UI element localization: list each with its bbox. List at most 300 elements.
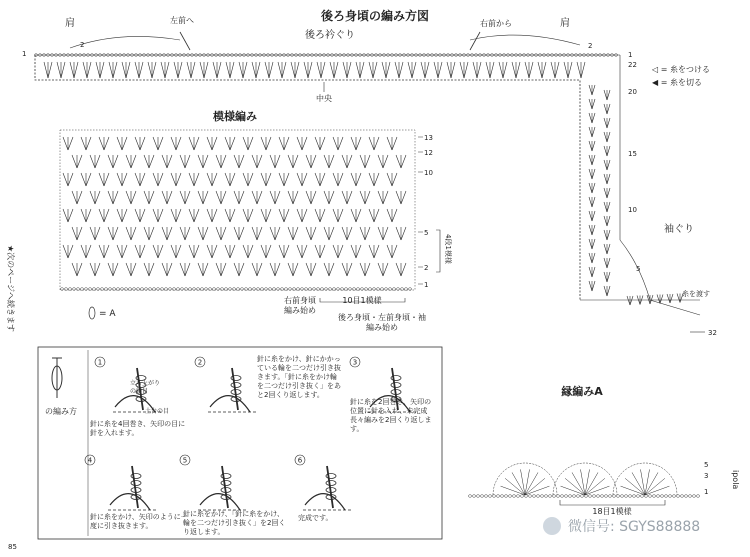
- pattern-stitch-l: [63, 209, 68, 222]
- armhole-stitch-r: [607, 202, 610, 212]
- pattern-stitch-l: [171, 137, 176, 150]
- pattern-stitch-l: [333, 209, 338, 222]
- body-outline: [35, 55, 580, 300]
- left-front-arrow: [180, 32, 190, 50]
- step5-text-box: [183, 510, 288, 538]
- pattern-chain-stitch: [248, 288, 251, 291]
- step1-label-a: 立ち上がり: [130, 380, 161, 387]
- pattern-stitch-r: [356, 137, 361, 150]
- pattern-stitch-r: [104, 137, 109, 150]
- back-stitch-l: [473, 62, 477, 78]
- pattern-stitch-r: [212, 209, 217, 222]
- back-stitch-l: [226, 62, 230, 78]
- pattern-stitch-r: [221, 155, 226, 168]
- pattern-chain-stitch: [236, 288, 239, 291]
- neckline-label: 後ろ衿ぐり: [305, 30, 355, 41]
- pattern-stitch-r: [401, 155, 406, 168]
- pattern-stitch-r: [329, 155, 334, 168]
- back-stitch-r: [516, 62, 520, 78]
- pattern-stitch-l: [387, 209, 392, 222]
- back-stitch-r: [555, 62, 559, 78]
- pattern-stitch-l: [387, 137, 392, 150]
- pattern-stitch-l: [342, 155, 347, 168]
- pattern-chain-stitch: [68, 288, 71, 291]
- back-stitch-r: [178, 62, 182, 78]
- pattern-stitch-r: [113, 227, 118, 240]
- edging-chain-stitch: [660, 495, 663, 498]
- back-stitch-l: [265, 62, 269, 78]
- pattern-stitch-l: [378, 227, 383, 240]
- armhole-label: 袖ぐり: [664, 224, 694, 235]
- armhole-stitch-l: [589, 169, 592, 179]
- pattern-stitch-r: [329, 227, 334, 240]
- armhole-stitch-r: [670, 294, 673, 303]
- pattern-stitch-r: [68, 173, 73, 186]
- armhole-stitch-l: [604, 230, 607, 240]
- pattern-stitch-r: [293, 227, 298, 240]
- back-stitch-r: [217, 62, 221, 78]
- back-stitch-l: [122, 62, 126, 78]
- edging-chain-stitch: [512, 495, 515, 498]
- pattern-chain-stitch: [224, 288, 227, 291]
- armhole-stitch-r: [630, 296, 633, 305]
- edging-chain-stitch: [596, 495, 599, 498]
- back-stitch-l: [83, 62, 87, 78]
- back-stitch-l: [577, 62, 581, 78]
- pattern-stitch-r: [248, 173, 253, 186]
- edging-chain-stitch: [600, 495, 603, 498]
- pattern-stitch-l: [333, 137, 338, 150]
- pattern-stitch-l: [207, 173, 212, 186]
- row-number-32: 32: [708, 329, 717, 337]
- pattern-stitch-l: [162, 227, 167, 240]
- pattern-stitch-l: [333, 173, 338, 186]
- edging-spoke: [585, 486, 609, 495]
- pattern-stitch-r: [347, 263, 352, 276]
- armhole-stitch-r: [607, 174, 610, 184]
- pattern-stitch-l: [90, 191, 95, 204]
- row-repeat-label: 4段1模様: [444, 234, 452, 264]
- pattern-chain-stitch: [128, 288, 131, 291]
- pattern-stitch-r: [374, 209, 379, 222]
- edging-chain-stitch: [568, 495, 571, 498]
- armhole-stitch-r: [607, 188, 610, 198]
- pattern-stitch-r: [329, 263, 334, 276]
- edging-spoke: [625, 478, 645, 495]
- pattern-stitch-l: [72, 263, 77, 276]
- pattern-stitch-l: [144, 191, 149, 204]
- pattern-stitch-l: [171, 209, 176, 222]
- pattern-stitch-l: [306, 191, 311, 204]
- pattern-stitch-r: [203, 227, 208, 240]
- back-stitch-l: [278, 62, 282, 78]
- legend-cut: ◀ = 糸を切る: [652, 78, 702, 87]
- pattern-stitch-l: [117, 209, 122, 222]
- pattern-stitch-r: [320, 137, 325, 150]
- back-stitch-l: [382, 62, 386, 78]
- pattern-stitch-l: [171, 173, 176, 186]
- row-number-1: 1: [628, 51, 633, 59]
- pattern-stitch-l: [81, 245, 86, 258]
- start-right-front-label: 右前身頃: [284, 296, 316, 305]
- pattern-stitch-r: [149, 227, 154, 240]
- pattern-row-12: 12: [424, 149, 433, 157]
- pattern-stitch-l: [378, 155, 383, 168]
- pattern-stitch-r: [320, 173, 325, 186]
- pattern-stitch-l: [351, 245, 356, 258]
- step-number: 5: [182, 456, 188, 465]
- edging-arc: [493, 463, 557, 495]
- pattern-stitch-l: [306, 263, 311, 276]
- back-stitch-l: [525, 62, 529, 78]
- back-stitch-l: [512, 62, 516, 78]
- edging-repeat-bracket: [560, 500, 665, 505]
- edging-fans: [493, 463, 677, 495]
- edging-chain-stitch: [480, 495, 483, 498]
- armhole-stitch-l: [589, 183, 592, 193]
- pattern-stitch-r: [392, 245, 397, 258]
- pattern-chain-stitch: [152, 288, 155, 291]
- pattern-row-13: 13: [424, 134, 433, 142]
- edging-chain-stitch: [572, 495, 575, 498]
- step2-text-box: [257, 355, 342, 425]
- pattern-stitch-l: [279, 137, 284, 150]
- edging-spoke: [645, 486, 669, 495]
- pattern-stitch-r: [383, 191, 388, 204]
- armhole-stitch-r: [607, 118, 610, 128]
- back-stitch-r: [191, 62, 195, 78]
- pattern-stitch-l: [99, 245, 104, 258]
- back-stitch-l: [200, 62, 204, 78]
- back-stitch-r: [490, 62, 494, 78]
- pattern-stitch-r: [383, 155, 388, 168]
- right-shoulder-curve: [470, 35, 580, 45]
- armhole-stitch-r: [592, 141, 595, 151]
- edging-chain-stitch: [648, 495, 651, 498]
- back-stitch-l: [174, 62, 178, 78]
- pattern-stitch-l: [216, 227, 221, 240]
- pattern-stitch-l: [270, 227, 275, 240]
- edging-chain-stitch: [496, 495, 499, 498]
- armhole-stitch-l: [604, 146, 607, 156]
- edging-chain-stitch: [684, 495, 687, 498]
- pattern-stitch-r: [329, 191, 334, 204]
- pattern-stitch-l: [189, 245, 194, 258]
- left-mark-2: 2: [80, 41, 85, 49]
- pattern-stitch-l: [162, 263, 167, 276]
- howto-box: [38, 347, 442, 539]
- pattern-stitch-l: [288, 263, 293, 276]
- pattern-stitch-r: [320, 209, 325, 222]
- armhole-stitch-l: [604, 188, 607, 198]
- pattern-stitch-l: [324, 263, 329, 276]
- pattern-stitch-r: [311, 155, 316, 168]
- row-number-22: 22: [628, 61, 637, 69]
- edging-chain-stitch: [536, 495, 539, 498]
- pattern-stitch-l: [243, 173, 248, 186]
- pattern-stitch-r: [104, 245, 109, 258]
- pattern-stitch-r: [392, 137, 397, 150]
- back-stitch-r: [87, 62, 91, 78]
- back-stitch-r: [113, 62, 117, 78]
- pattern-stitch-r: [95, 227, 100, 240]
- back-stitch-l: [343, 62, 347, 78]
- pattern-stitch-r: [257, 227, 262, 240]
- armhole-stitch-r: [592, 183, 595, 193]
- back-stitch-r: [256, 62, 260, 78]
- pattern-stitch-r: [338, 209, 343, 222]
- armhole-stitch-r: [592, 85, 595, 95]
- pattern-row-1: 1: [424, 281, 429, 289]
- pattern-title: 模様編み: [213, 110, 257, 123]
- pattern-stitch-r: [284, 245, 289, 258]
- pattern-chain-stitch: [296, 288, 299, 291]
- pattern-stitch-l: [234, 227, 239, 240]
- back-stitch-r: [451, 62, 455, 78]
- pattern-chain-stitch: [368, 288, 371, 291]
- pattern-stitch-r: [86, 245, 91, 258]
- pattern-stitch-r: [338, 173, 343, 186]
- back-stitch-r: [230, 62, 234, 78]
- back-stitch-r: [204, 62, 208, 78]
- edging-chain-stitch: [584, 495, 587, 498]
- armhole-stitch-r: [607, 90, 610, 100]
- back-stitch-r: [282, 62, 286, 78]
- pattern-stitch-r: [266, 173, 271, 186]
- pattern-stitch-r: [77, 191, 82, 204]
- pattern-stitch-l: [378, 191, 383, 204]
- pattern-stitch-l: [216, 263, 221, 276]
- pattern-stitch-l: [369, 209, 374, 222]
- armhole-stitch-l: [589, 197, 592, 207]
- pattern-stitch-l: [369, 245, 374, 258]
- pattern-stitch-l: [369, 173, 374, 186]
- pattern-stitch-r: [113, 191, 118, 204]
- step1-text: 針に糸を4回巻き、矢印の目に針を入れます。: [90, 420, 186, 437]
- back-stitch-r: [295, 62, 299, 78]
- pattern-stitch-l: [225, 209, 230, 222]
- pattern-stitch-l: [288, 227, 293, 240]
- pattern-stitch-l: [63, 137, 68, 150]
- pattern-stitch-l: [135, 209, 140, 222]
- edging-chain-stitch: [608, 495, 611, 498]
- edging-chain-stitch: [672, 495, 675, 498]
- edging-chain-stitch: [560, 495, 563, 498]
- edging-chain-stitch: [580, 495, 583, 498]
- pattern-stitch-r: [203, 263, 208, 276]
- armhole-stitch-r: [607, 104, 610, 114]
- pattern-stitch-r: [131, 227, 136, 240]
- pattern-stitch-r: [392, 173, 397, 186]
- pattern-chain-stitch: [284, 288, 287, 291]
- step4-text: 針に糸をかけ、矢印のように一度に引き抜きます。: [90, 513, 188, 530]
- back-stitch-r: [542, 62, 546, 78]
- edging-row-1: 1: [704, 488, 709, 496]
- pattern-stitch-l: [180, 263, 185, 276]
- pattern-stitch-l: [315, 137, 320, 150]
- pattern-stitch-l: [396, 263, 401, 276]
- pattern-stitch-l: [225, 173, 230, 186]
- pattern-chain-stitch: [404, 288, 407, 291]
- pattern-stitch-l: [243, 137, 248, 150]
- pattern-stitch-l: [135, 137, 140, 150]
- pattern-stitch-r: [266, 245, 271, 258]
- edging-spoke: [501, 486, 525, 495]
- back-stitch-l: [330, 62, 334, 78]
- pattern-stitch-r: [374, 173, 379, 186]
- pattern-stitch-r: [194, 245, 199, 258]
- pattern-stitch-l: [72, 155, 77, 168]
- armhole-stitch-r: [607, 216, 610, 226]
- armhole-stitch-r: [592, 113, 595, 123]
- pattern-stitch-l: [189, 137, 194, 150]
- armhole-stitch-l: [589, 239, 592, 249]
- pattern-stitch-r: [203, 155, 208, 168]
- pattern-stitch-l: [297, 245, 302, 258]
- pattern-stitch-l: [369, 137, 374, 150]
- pattern-stitch-l: [342, 191, 347, 204]
- edging-chain-stitch: [544, 495, 547, 498]
- pattern-stitch-l: [243, 245, 248, 258]
- pattern-stitch-l: [117, 173, 122, 186]
- step-number: 1: [97, 358, 103, 367]
- armhole-stitch-l: [604, 272, 607, 282]
- pattern-stitch-l: [387, 173, 392, 186]
- pattern-stitch-r: [122, 173, 127, 186]
- pattern-stitch-l: [261, 245, 266, 258]
- armhole-stitch-r: [592, 267, 595, 277]
- pattern-stitch-l: [306, 227, 311, 240]
- armhole-stitch-r: [660, 295, 663, 304]
- back-stitch-r: [126, 62, 130, 78]
- pattern-stitch-r: [140, 245, 145, 258]
- pattern-stitch-l: [270, 263, 275, 276]
- edging-chain-stitch: [664, 495, 667, 498]
- edging-chain-stitch: [616, 495, 619, 498]
- pattern-stitch-r: [203, 191, 208, 204]
- pattern-stitch-r: [293, 263, 298, 276]
- pattern-stitch-l: [324, 191, 329, 204]
- pattern-stitch-r: [248, 137, 253, 150]
- pattern-chain-stitch: [392, 288, 395, 291]
- pattern-stitch-r: [95, 155, 100, 168]
- to-left-front-label: 左前へ: [170, 16, 194, 25]
- armhole-stitch-r: [592, 155, 595, 165]
- pattern-stitch-r: [185, 227, 190, 240]
- cluster-symbol-icon: [89, 307, 95, 319]
- left-shoulder-curve: [70, 36, 180, 48]
- pattern-stitch-l: [153, 245, 158, 258]
- pattern-stitch-l: [108, 191, 113, 204]
- edging-row-5: 5: [704, 461, 709, 469]
- edging-chain-stitch: [692, 495, 695, 498]
- armhole-stitch-l: [604, 104, 607, 114]
- edging-repeat-label: 18目1模様: [592, 507, 632, 516]
- armhole-stitch-l: [627, 296, 630, 305]
- edging-chain-stitch: [676, 495, 679, 498]
- pattern-chain-stitch: [260, 288, 263, 291]
- back-stitch-l: [395, 62, 399, 78]
- pattern-chain-stitch: [140, 288, 143, 291]
- armhole-stitch-r: [607, 244, 610, 254]
- back-stitch-r: [61, 62, 65, 78]
- pattern-chain-stitch: [272, 288, 275, 291]
- armhole-stitch-l: [604, 118, 607, 128]
- pattern-stitch-r: [149, 191, 154, 204]
- pattern-stitch-l: [99, 209, 104, 222]
- pattern-stitch-l: [72, 191, 77, 204]
- step3-text: 針に糸を2回巻き、矢印の位置に針を入れ、未完成長々編みを2回くり返します。: [350, 398, 432, 433]
- pattern-stitch-l: [396, 191, 401, 204]
- pattern-stitch-r: [383, 227, 388, 240]
- pattern-stitch-r: [149, 263, 154, 276]
- armhole-stitch-l: [589, 211, 592, 221]
- edging-chain-stitch: [532, 495, 535, 498]
- pattern-chain-stitch: [104, 288, 107, 291]
- pattern-stitch-r: [194, 137, 199, 150]
- pattern-stitch-r: [365, 227, 370, 240]
- pattern-stitch-r: [365, 263, 370, 276]
- pattern-stitch-l: [189, 209, 194, 222]
- stitch-repeat-label: 10目1模様: [342, 296, 382, 305]
- armhole-stitch-l: [604, 216, 607, 226]
- edging-chain-stitch: [620, 495, 623, 498]
- edging-spoke: [585, 478, 605, 495]
- pattern-chain-stitch: [308, 288, 311, 291]
- pattern-stitch-l: [135, 173, 140, 186]
- pattern-chain-stitch: [116, 288, 119, 291]
- pattern-stitch-l: [252, 263, 257, 276]
- pattern-stitch-r: [176, 209, 181, 222]
- pattern-stitch-l: [216, 155, 221, 168]
- armhole-stitch-r: [607, 132, 610, 142]
- pattern-stitch-r: [275, 227, 280, 240]
- pattern-stitch-r: [176, 245, 181, 258]
- pattern-stitch-r: [167, 263, 172, 276]
- edging-chain-stitch: [644, 495, 647, 498]
- pattern-stitch-l: [288, 155, 293, 168]
- continued-note: ★次のページへ続きます: [6, 245, 15, 333]
- back-stitch-l: [486, 62, 490, 78]
- pattern-stitch-r: [68, 209, 73, 222]
- pattern-stitch-l: [297, 137, 302, 150]
- pattern-stitch-l: [324, 155, 329, 168]
- armhole-stitch-r: [592, 197, 595, 207]
- pattern-stitch-l: [396, 155, 401, 168]
- pattern-stitch-l: [360, 227, 365, 240]
- pattern-chain-stitch: [212, 288, 215, 291]
- pattern-chain-stitch: [356, 288, 359, 291]
- back-stitch-l: [369, 62, 373, 78]
- row-repeat-bracket: [436, 230, 440, 272]
- back-stitch-r: [269, 62, 273, 78]
- pattern-stitch-r: [275, 263, 280, 276]
- edging-spoke: [621, 486, 645, 495]
- back-stitch-l: [148, 62, 152, 78]
- pattern-stitch-l: [297, 209, 302, 222]
- pattern-stitch-r: [275, 155, 280, 168]
- pattern-stitch-r: [221, 263, 226, 276]
- pattern-stitch-r: [77, 227, 82, 240]
- row-number-15: 15: [628, 150, 637, 158]
- pattern-stitch-l: [306, 155, 311, 168]
- back-stitch-r: [477, 62, 481, 78]
- wechat-icon: [543, 517, 561, 535]
- pattern-stitch-r: [302, 209, 307, 222]
- back-stitch-r: [360, 62, 364, 78]
- pattern-stitch-l: [171, 245, 176, 258]
- pattern-stitch-r: [122, 245, 127, 258]
